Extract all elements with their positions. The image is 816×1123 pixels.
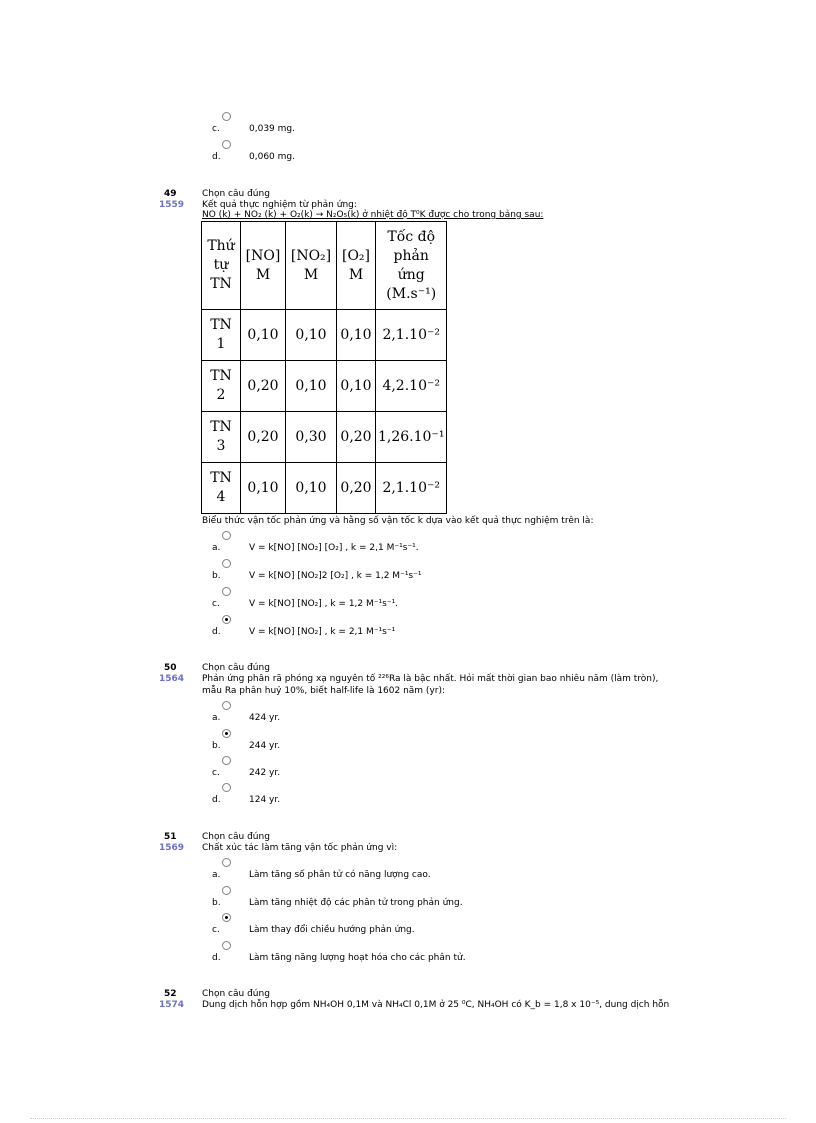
- option-d-letter: d.: [212, 152, 221, 162]
- option-b-letter: b.: [212, 571, 221, 581]
- table-header-cell: [O₂] M: [337, 222, 376, 310]
- question-title: Chọn câu đúng: [202, 663, 270, 673]
- table-row: [202, 310, 447, 361]
- table-cell: TN 2: [202, 361, 241, 412]
- question-text-line: Phản ứng phân rã phóng xạ nguyên tố ²²⁶Ra là bậc nhất. Hỏi mất thời gian bao nhiêu năm (làm tròn),: [202, 674, 659, 684]
- table-cell: 0,10: [241, 310, 286, 361]
- option-d-radio[interactable]: [222, 140, 231, 149]
- option-a-radio[interactable]: [222, 531, 231, 540]
- question-text-line: Dung dịch hỗn hợp gồm NH₄OH 0,1M và NH₄Cl 0,1M ở 25 ⁰C, NH₄OH có K_b = 1,8 x 10⁻⁵, dung dịch hỗn: [202, 1000, 670, 1010]
- question-id: 1559: [159, 200, 185, 210]
- option-c-text: 0,039 mg.: [249, 124, 295, 134]
- option-b-radio[interactable]: [222, 729, 231, 738]
- option-c-letter: c.: [212, 768, 220, 778]
- page-divider: [30, 1118, 786, 1119]
- table-header-cell: [NO] M: [241, 222, 286, 310]
- table-cell: 0,20: [337, 412, 376, 463]
- table-cell: TN 4: [202, 463, 241, 514]
- question-number: 52: [164, 989, 177, 999]
- option-c-text: Làm thay đổi chiều hướng phản ứng.: [249, 925, 415, 935]
- option-d-letter: d.: [212, 795, 221, 805]
- option-b-letter: b.: [212, 898, 221, 908]
- option-a-letter: a.: [212, 713, 221, 723]
- option-d-radio[interactable]: [222, 783, 231, 792]
- option-d-radio[interactable]: [222, 615, 231, 624]
- question-id: 1574: [159, 1000, 185, 1010]
- question-number: 51: [164, 832, 177, 842]
- table-cell: 0,10: [286, 310, 337, 361]
- option-c-letter: c.: [212, 925, 220, 935]
- option-a-text: 424 yr.: [249, 713, 281, 723]
- table-cell: TN 3: [202, 412, 241, 463]
- option-b-text: V = k[NO] [NO₂]2 [O₂] , k = 1,2 M⁻¹s⁻¹: [249, 571, 422, 581]
- option-c-radio[interactable]: [222, 112, 231, 121]
- option-c-radio[interactable]: [222, 756, 231, 765]
- table-cell: 2,1.10⁻²: [376, 310, 447, 361]
- option-b-radio[interactable]: [222, 886, 231, 895]
- option-d-letter: d.: [212, 627, 221, 637]
- table-cell: 0,20: [241, 412, 286, 463]
- table-header-row: [202, 222, 447, 310]
- option-c-radio[interactable]: [222, 587, 231, 596]
- option-a-text: Làm tăng số phân tử có năng lượng cao.: [249, 870, 431, 880]
- option-d-text: Làm tăng năng lượng hoạt hóa cho các phân tử.: [249, 953, 466, 963]
- table-cell: 1,26.10⁻¹: [376, 412, 447, 463]
- table-row: [202, 463, 447, 514]
- option-c-radio[interactable]: [222, 913, 231, 922]
- table-header-cell: [NO₂] M: [286, 222, 337, 310]
- table-cell: TN 1: [202, 310, 241, 361]
- option-a-radio[interactable]: [222, 701, 231, 710]
- question-number: 50: [164, 663, 177, 673]
- question-title: Chọn câu đúng: [202, 832, 270, 842]
- question-text-line: Kết quả thực nghiệm từ phản ứng:: [202, 200, 357, 210]
- question-title: Chọn câu đúng: [202, 989, 270, 999]
- option-a-radio[interactable]: [222, 858, 231, 867]
- option-c-letter: c.: [212, 124, 220, 134]
- table-cell: 0,30: [286, 412, 337, 463]
- table-row: [202, 361, 447, 412]
- question-id: 1569: [159, 843, 185, 853]
- question-number: 49: [164, 189, 177, 199]
- table-cell: 4,2.10⁻²: [376, 361, 447, 412]
- option-c-text: V = k[NO] [NO₂] , k = 1,2 M⁻¹s⁻¹.: [249, 599, 399, 609]
- table-cell: 0,10: [337, 310, 376, 361]
- table-header-cell: Thứ tự TN: [202, 222, 241, 310]
- experiment-table: [201, 221, 447, 514]
- option-d-text: 0,060 mg.: [249, 152, 295, 162]
- table-cell: 0,20: [337, 463, 376, 514]
- option-d-text: 124 yr.: [249, 795, 281, 805]
- question-prompt: Biểu thức vận tốc phản ứng và hằng số vận tốc k dựa vào kết quả thực nghiệm trên là:: [202, 516, 594, 526]
- table-cell: 0,20: [241, 361, 286, 412]
- question-text-line: mẫu Ra phân huỷ 10%, biết half-life là 1602 năm (yr):: [202, 686, 446, 696]
- option-d-text: V = k[NO] [NO₂] , k = 2,1 M⁻¹s⁻¹: [249, 627, 396, 637]
- option-b-radio[interactable]: [222, 559, 231, 568]
- option-b-text: 244 yr.: [249, 741, 281, 751]
- option-b-text: Làm tăng nhiệt độ các phân tử trong phản ứng.: [249, 898, 463, 908]
- table-cell: 2,1.10⁻²: [376, 463, 447, 514]
- option-a-letter: a.: [212, 870, 221, 880]
- reaction-equation: NO (k) + NO₂ (k) + O₂(k) → N₂O₅(k) ở nhiệt độ T⁰K được cho trong bảng sau:: [202, 210, 544, 220]
- option-b-letter: b.: [212, 741, 221, 751]
- table-row: [202, 412, 447, 463]
- table-cell: 0,10: [286, 361, 337, 412]
- question-title: Chọn câu đúng: [202, 189, 270, 199]
- table-header-cell: Tốc độ phản ứng (M.s⁻¹): [376, 222, 447, 310]
- question-id: 1564: [159, 674, 185, 684]
- option-c-letter: c.: [212, 599, 220, 609]
- option-c-text: 242 yr.: [249, 768, 281, 778]
- option-a-letter: a.: [212, 543, 221, 553]
- table-cell: 0,10: [241, 463, 286, 514]
- option-d-letter: d.: [212, 953, 221, 963]
- table-cell: 0,10: [286, 463, 337, 514]
- option-a-text: V = k[NO] [NO₂] [O₂] , k = 2,1 M⁻¹s⁻¹.: [249, 543, 419, 553]
- table-cell: 0,10: [337, 361, 376, 412]
- option-d-radio[interactable]: [222, 941, 231, 950]
- question-text-line: Chất xúc tác làm tăng vận tốc phản ứng vì:: [202, 843, 398, 853]
